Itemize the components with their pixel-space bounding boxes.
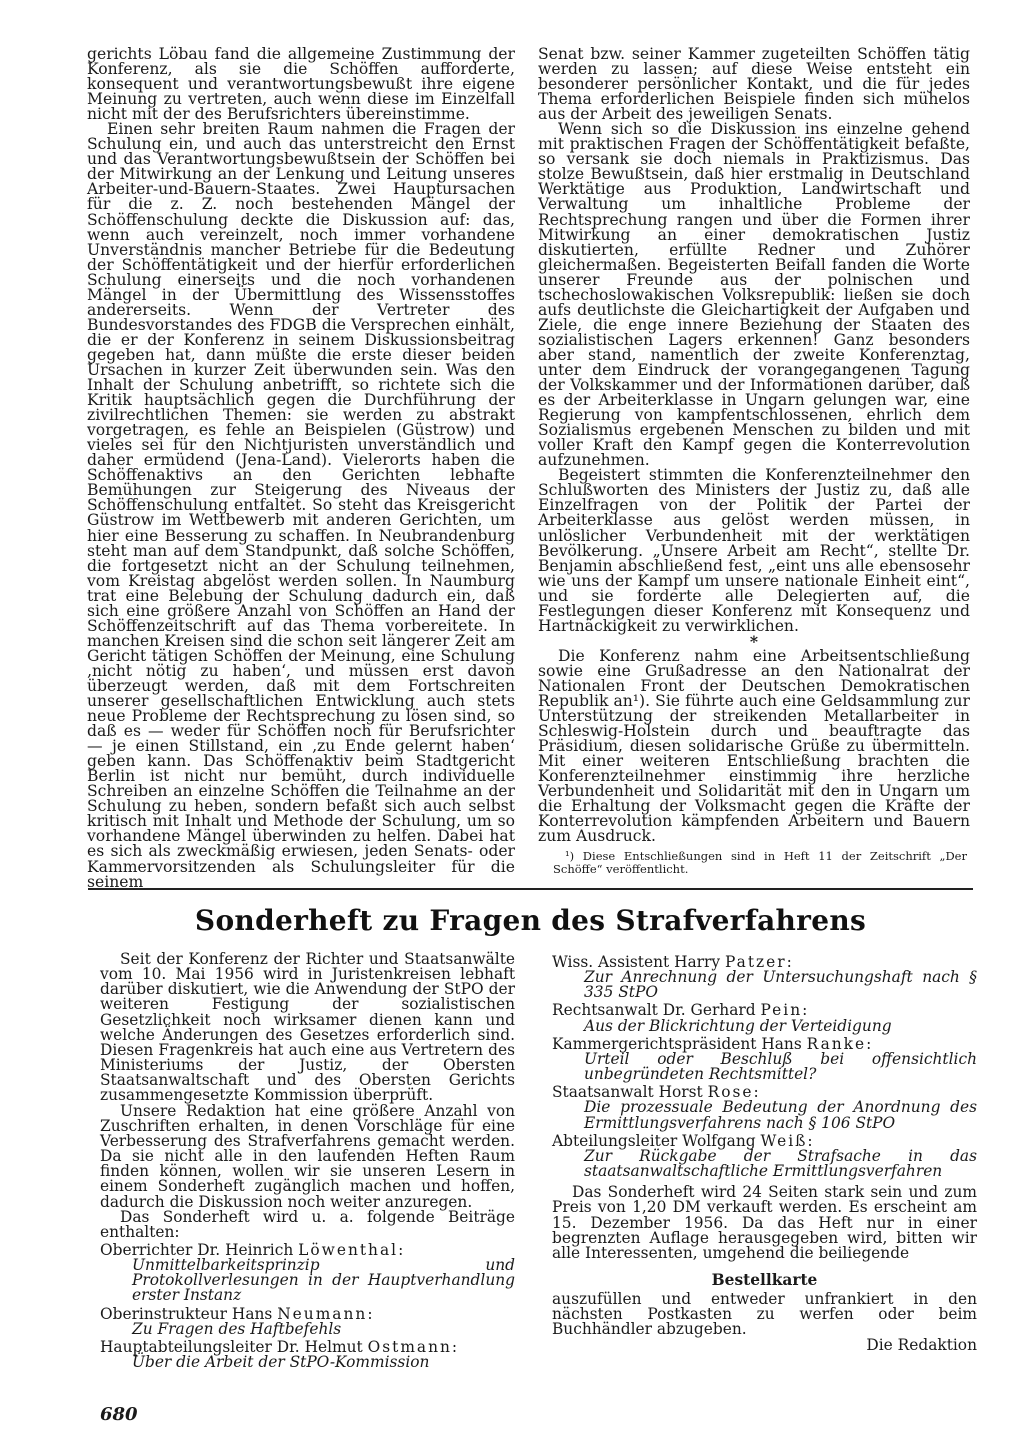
paragraph: Einen sehr breiten Raum nahmen die Fragen der Schulung ein, und auch das unterstreicht den Ernst und das Verantwortungsbewußtsein der Schöffen bei der Mitwirkung an der Lenkung und Leitung unseres Arbeiter-und-Bauern-Staates. Zwei Hauptursachen für die z. Z. noch bestehenden Mängel der Schöffenschulung deckte die Diskussion auf: das, wenn auch vereinzelt, noch immer vorhandene Unverständnis mancher Betriebe für die Bedeutung der Schöffentätigkeit und der hierfür erforderlichen Schulung einerseits und die noch vorhandenen Mängel in der Übermittlung des Wissensstoffes andererseits. Wenn der Vertreter des Bundesvorstandes des FDGB die Versprechen einhält, die er der Konferenz in seinem Diskussionsbeitrag gegeben hat, dann müßte die erste dieser beiden Ursachen in kurzer Zeit überwunden sein. Was den Inhalt der Schulung anbetrifft, so richtete sich die Kritik hauptsächlich gegen die Durchführung der zivilrechtlichen Themen: sie werden zu abstrakt vorgetragen, es fehle an Beispielen (Güstrow) und vieles sei für den Nichtjuristen unverständlich und daher ermüdend (Jena-Land). Vielerorts haben die Schöffenaktivs an den Gerichten lebhafte Bemühungen zur Steigerung des Niveaus der Schöffenschulung entfaltet. So steht das Kreisgericht Güstrow im Wettbewerb mit anderen Gerichten, um hier eine Besserung zu schaffen. In Neubrandenburg steht man auf dem Standpunkt, daß solche Schöffen, die fortgesetzt nicht an der Schulung teilnehmen, vom Kreistag abgelöst werden sollen. In Naumburg trat eine Belebung der Schulung dadurch ein, daß sich eine größere Anzahl von Schöffen an Hand der Schöffenzeitschrift auf das Thema vorbereitete. In manchen Kreisen sind die schon seit längerer Zeit am Gericht tätigen Schöffen der Meinung, eine Schulung ‚nicht nötig zu haben‘, und müssen erst davon überzeugt werden, daß mit dem Fortschreiten unserer gesellschaftlichen Entwicklung auch stets neue Probleme der Rechtsprechung zu lösen sind, so daß es — weder für Schöffen noch für Berufsrichter — je einen Stillstand, ein ‚zu Ende gelernt haben‘ geben kann. Das Schöffenaktiv beim Stadtgericht Berlin ist nicht nur bemüht, durch individuelle Schreiben an einzelne Schöffen die Teilnahme an der Schulung zu heben, sondern befaßt sich auch selbst kritisch mit Inhalt und Methode der Schulung, um so vorhandene Mängel überwinden zu helfen. Dabei hat es sich als zweckmäßig erwiesen, jeden Senats- oder Kammervorsitzenden als Schulungsleiter für die seinem xyxy=(87,120,515,891)
contribution-title: Aus der Blickrichtung der Verteidigung xyxy=(584,1016,892,1035)
contribution-author: Oberrichter Dr. Heinrich Löwenthal: xyxy=(100,1240,404,1259)
footnote: ¹) Diese Entschließungen sind in Heft 11 der Zeitschrift „Der Schöffe“ veröffentlicht. xyxy=(553,849,967,876)
paragraph: gerichts Löbau fand die allgemeine Zustimmung der Konferenz, als sie die Schöffen aufforderte, konsequent und verantwortungsbewußt ihre eigene Meinung zu vertreten, auch wenn diese im Einzelfall nicht mit der des Berufsrichters übereinstimme. xyxy=(87,45,515,124)
contribution-author: Kammergerichtspräsident Hans Ranke: xyxy=(552,1034,872,1053)
paragraph: Das Sonderheft wird u. a. folgende Beiträge enthalten: xyxy=(100,1207,515,1241)
section-divider xyxy=(88,888,973,890)
left-column xyxy=(87,47,515,890)
paragraph: Begeistert stimmten die Konferenzteilnehmer den Schlußworten des Ministers der Justiz zu, daß alle Einzelfragen von der Politik der Partei der Arbeiterklasse aus gelöst werden müssen, in unlöslicher Verbundenheit mit der werktätigen Bevölkerung. „Unsere Arbeit am Recht“, stellte Dr. Benjamin abschließend fest, „eint uns alle ebensosehr wie uns der Kampf um unsere nationale Einheit eint“, und sie forderte alle Delegierten auf, die Festlegungen dieser Konferenz mit Konsequenz und Hartnäckigkeit zu verwirklichen. xyxy=(538,466,970,635)
page-number: 680 xyxy=(100,1404,138,1425)
right-column xyxy=(538,47,970,844)
contribution-title: Urteil oder Beschluß bei offensichtlich unbegründeten Rechtsmittel? xyxy=(584,1049,977,1084)
contribution-author: Wiss. Assistent Harry Patzer: xyxy=(552,953,792,971)
lower-right-column xyxy=(552,952,977,1353)
contribution-author: Hauptabteilungsleiter Dr. Helmut Ostmann: xyxy=(100,1337,458,1356)
contribution-title: Unmittelbarkeitsprinzip und Protokollverlesungen in der Hauptverhandlung erster Instanz xyxy=(132,1256,515,1305)
section-headline: Sonderheft zu Fragen des Strafverfahrens xyxy=(194,904,867,937)
contribution-title: Über die Arbeit der StPO-Kommission xyxy=(132,1353,430,1372)
contribution-title: Zur Rückgabe der Strafsache in das staatsanwaltschaftliche Ermittlungsverfahren xyxy=(584,1146,977,1181)
paragraph: Die Konferenz nahm eine Arbeitsentschließung sowie eine Grußadresse an den Nationalrat der Nationalen Front der Deutschen Demokratischen Republik an¹). Sie führte auch eine Geldsammlung zur Unterstützung der streikenden Metallarbeiter in Schleswig-Holstein durch und beauftragte das Präsidium, diesen solidarische Grüße zu übermitteln. Mit einer weiteren Entschließung brachten die Konferenzteilnehmer einstimmig ihre herzliche Verbundenheit und Solidarität mit den in Ungarn um die Erhaltung der Volksmacht gegen die Kräfte der Konterrevolution kämpfenden Arbeitern und Bauern zum Ausdruck. xyxy=(538,646,970,846)
paragraph: Senat bzw. seiner Kammer zugeteilten Schöffen tätig werden zu lassen; auf diese Weise entsteht ein besonderer persönlicher Kontakt, und die für jedes Thema erforderlichen Beispiele finden sich mühelos aus der Arbeit des jeweiligen Senats. xyxy=(538,45,970,124)
contribution-author: Oberinstrukteur Hans Neumann: xyxy=(100,1304,373,1323)
paragraph: Seit der Konferenz der Richter und Staatsanwälte vom 10. Mai 1956 wird in Juristenkreisen lebhaft darüber diskutiert, wie die Anwendung der StPO der weiteren Festigung der sozialistischen Gesetzlichkeit noch wirksamer dienen kann und welche Änderungen des Gesetzes erforderlich sind. Diesen Fragenkreis hat auch eine aus Vertretern des Ministeriums der Justiz, der Obersten Staatsanwaltschaft und des Obersten Gerichts zusammengesetzte Kommission überprüft. xyxy=(100,950,515,1105)
contribution-author: Abteilungsleiter Wolfgang Weiß: xyxy=(552,1131,813,1150)
editorial-signature: Die Redaktion xyxy=(866,1335,977,1354)
contribution-title: Die prozessuale Bedeutung der Anordnung des Ermittlungsverfahrens nach § 106 StPO xyxy=(584,1098,977,1132)
contribution-title: Zur Anrechnung der Untersuchungshaft nach § 335 StPO xyxy=(584,968,977,1002)
paragraph: Unsere Redaktion hat eine größere Anzahl von Zuschriften erhalten, in denen Vorschläge für eine Verbesserung des Strafverfahrens gemacht werden. Da sie nicht alle in den laufenden Heften Raum finden können, wollen wir sie unseren Lesern in einem Sonderheft zugänglich machen und hoffen, dadurch die Diskussion noch weiter anzuregen. xyxy=(100,1101,515,1211)
lower-left-column xyxy=(100,952,515,1370)
order-card-heading: Bestellkarte xyxy=(711,1270,818,1289)
contribution-author: Staatsanwalt Horst Rose: xyxy=(552,1083,759,1102)
paragraph: auszufüllen und entweder unfrankiert in den nächsten Postkasten zu werfen oder beim Buchhändler abzugeben. xyxy=(552,1290,977,1339)
paragraph: Das Sonderheft wird 24 Seiten stark sein und zum Preis von 1,20 DM verkauft werden. Es erscheint am 15. Dezember 1956. Da das Heft nur in einer begrenzten Auflage herausgegeben wird, bitten wir alle Interessenten, umgehend die beiliegende xyxy=(552,1183,977,1262)
paragraph: Wenn sich so die Diskussion ins einzelne gehend mit praktischen Fragen der Schöffentätigkeit befaßte, so versank sie doch niemals in Praktizismus. Das stolze Bewußtsein, daß hier erstmalig in Deutschland Werktätige aus Produktion, Landwirtschaft und Verwaltung um inhaltliche Probleme der Rechtsprechung rangen und über die Formen ihrer Mitwirkung an einer demokratischen Justiz diskutierten, erfüllte Redner und Zuhörer gleichermaßen. Begeisterten Beifall fanden die Worte unserer Freunde aus der polnischen und tschechoslowakischen Volksrepublik: ließen sie doch aufs deutlichste die Gleichartigkeit der Aufgaben und Ziele, die enge innere Beziehung der Staaten des sozialistischen Lagers erkennen! Ganz besonders aber stand, namentlich der zweite Konferenztag, unter dem Eindruck der vorangegangenen Tagung der Volkskammer und der Informationen darüber, daß es der Arbeiterklasse in Ungarn gelungen war, eine Regierung von kampfentschlossenen, ehrlich dem Sozialismus ergebenen Menschen zu bilden und mit voller Kraft den Kampf gegen die Konterrevolution aufzunehmen. xyxy=(538,120,970,470)
section-separator: * xyxy=(749,631,759,651)
contribution-title: Zu Fragen des Haftbefehls xyxy=(132,1319,342,1338)
contribution-author: Rechtsanwalt Dr. Gerhard Pein: xyxy=(552,1001,808,1020)
